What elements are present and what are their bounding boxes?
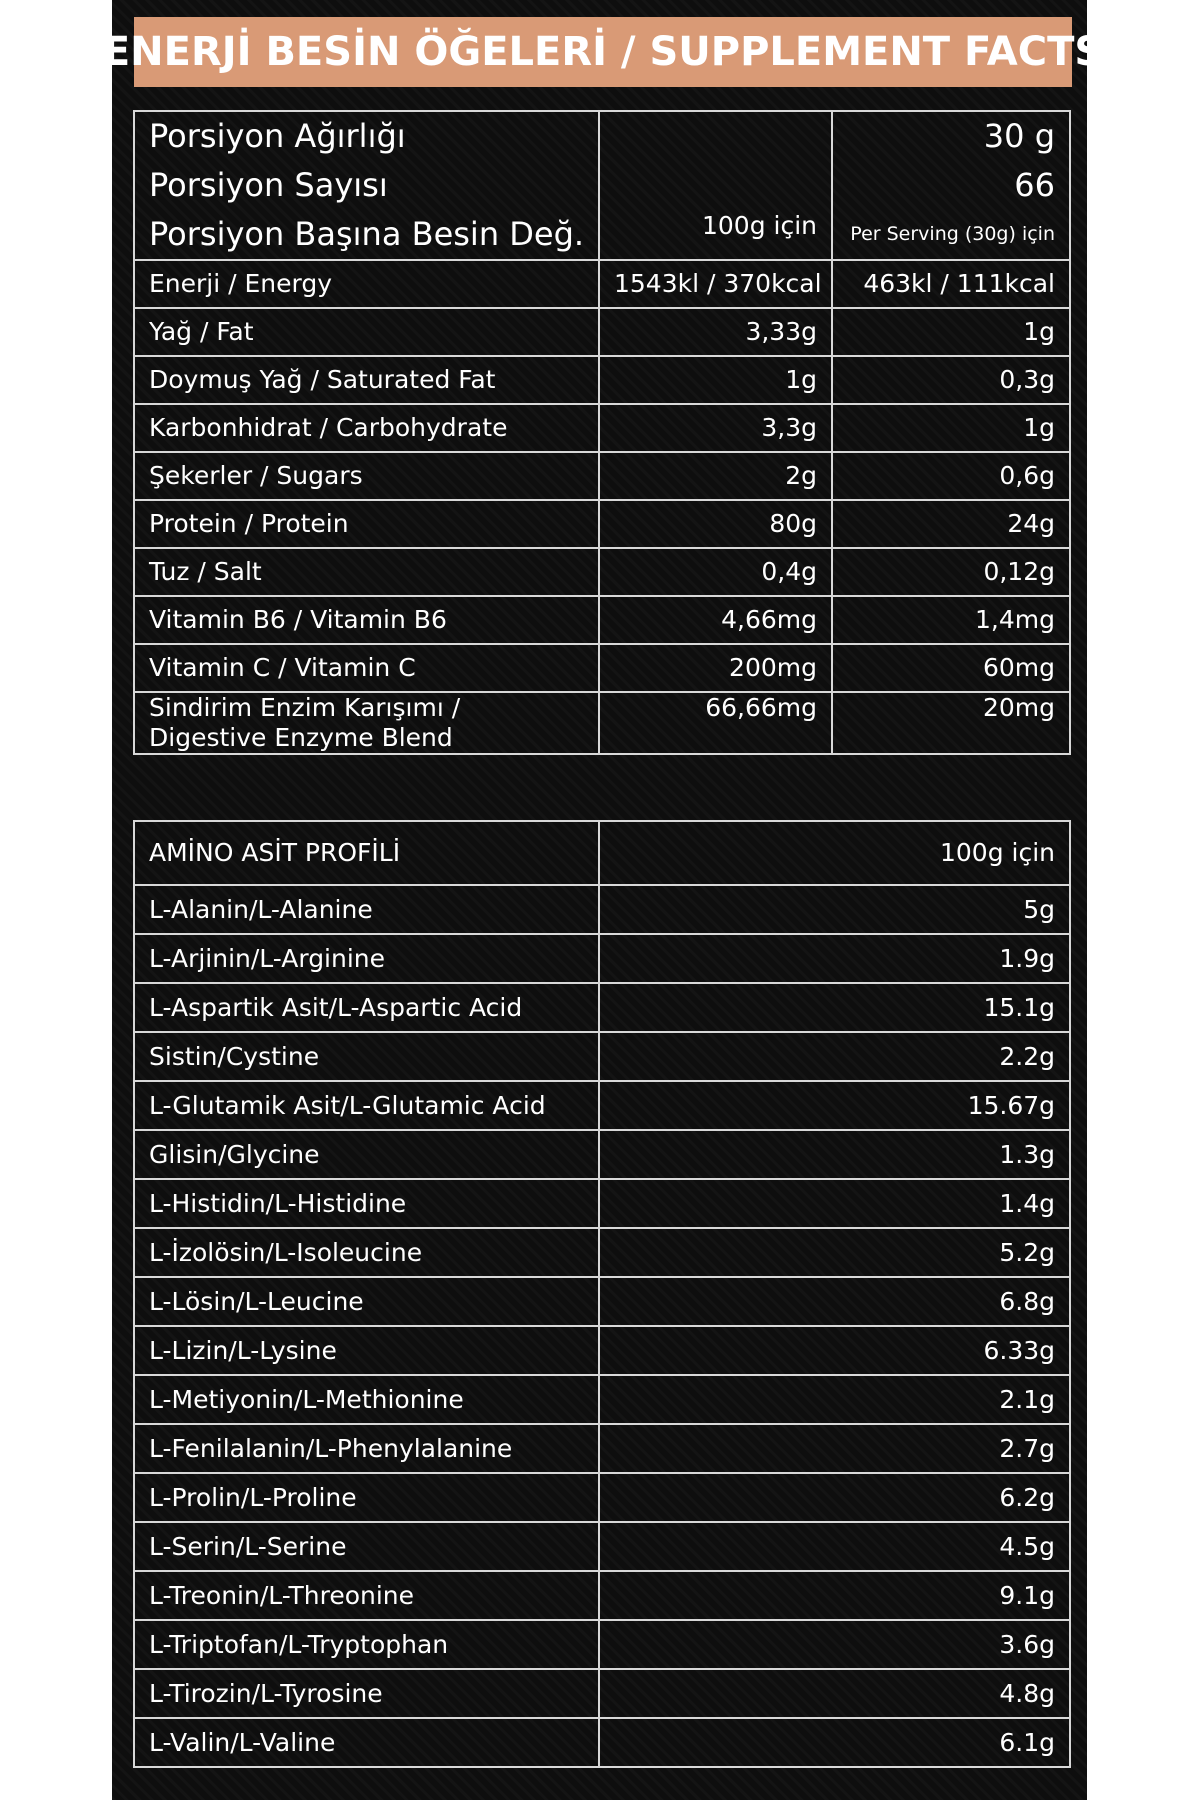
amino-acid-value: 3.6g (599, 1620, 1070, 1669)
perserving-header: Per Serving (30g) için (850, 223, 1055, 245)
amino-acid-value: 6.33g (599, 1326, 1070, 1375)
nutrient-serving-value: 0,3g (832, 356, 1070, 404)
nutrient-per100-value: 200mg (599, 644, 832, 692)
amino-acid-name: L-İzolösin/L-Isoleucine (134, 1228, 599, 1277)
nutrient-serving-value: 0,12g (832, 548, 1070, 596)
amino-acid-value: 2.7g (599, 1424, 1070, 1473)
amino-acid-name: L-Arjinin/L-Arginine (134, 934, 599, 983)
serving-basis-label: Porsiyon Başına Besin Değ. (149, 215, 585, 253)
table-row (134, 452, 1070, 500)
enzyme-name-line2: Digestive Enzyme Blend (149, 723, 453, 752)
enzyme-per100-value: 66,66mg (599, 692, 832, 754)
amino-acid-name: L-Aspartik Asit/L-Aspartic Acid (134, 983, 599, 1032)
serving-weight-label: Porsiyon Ağırlığı (149, 117, 406, 155)
table-row (134, 934, 1070, 983)
amino-acid-value: 6.8g (599, 1277, 1070, 1326)
nutrient-name: Vitamin C / Vitamin C (134, 644, 599, 692)
enzyme-name-cell (134, 692, 599, 754)
table-row (134, 1277, 1070, 1326)
table-row (134, 1522, 1070, 1571)
table-row (134, 596, 1070, 644)
nutrient-name: Şekerler / Sugars (134, 452, 599, 500)
nutrient-serving-value: 1g (832, 404, 1070, 452)
table-row (134, 1620, 1070, 1669)
nutrient-name: Vitamin B6 / Vitamin B6 (134, 596, 599, 644)
nutrient-name: Enerji / Energy (134, 260, 599, 308)
table-row (134, 404, 1070, 452)
enzyme-name-line1: Sindirim Enzim Karışımı / (149, 693, 461, 722)
table-row (134, 1032, 1070, 1081)
amino-acid-value: 15.67g (599, 1081, 1070, 1130)
amino-header-row (134, 821, 1070, 885)
amino-acid-value: 4.8g (599, 1669, 1070, 1718)
serving-labels-cell (134, 111, 599, 260)
header-bar (102, 17, 1104, 87)
amino-acid-value: 9.1g (599, 1571, 1070, 1620)
nutrient-per100-value: 0,4g (599, 548, 832, 596)
amino-acid-name: L-Alanin/L-Alanine (134, 885, 599, 934)
per100-header: 100g için (599, 111, 832, 260)
table-row (134, 500, 1070, 548)
nutrient-per100-value: 4,66mg (599, 596, 832, 644)
nutrient-serving-value: 1,4mg (832, 596, 1070, 644)
nutrient-name: Protein / Protein (134, 500, 599, 548)
amino-acid-name: L-Valin/L-Valine (134, 1718, 599, 1767)
amino-acid-value: 6.1g (599, 1718, 1070, 1767)
serving-info-row (134, 111, 1070, 260)
table-row (134, 1718, 1070, 1767)
amino-acid-value: 1.4g (599, 1179, 1070, 1228)
amino-acid-name: L-Tirozin/L-Tyrosine (134, 1669, 599, 1718)
table-row (134, 1326, 1070, 1375)
nutrient-per100-value: 3,33g (599, 308, 832, 356)
nutrient-name: Yağ / Fat (134, 308, 599, 356)
amino-acid-value: 15.1g (599, 983, 1070, 1032)
amino-acid-name: L-Prolin/L-Proline (134, 1473, 599, 1522)
table-row (134, 260, 1070, 308)
amino-acid-value: 4.5g (599, 1522, 1070, 1571)
table-row (134, 644, 1070, 692)
table-row (134, 1228, 1070, 1277)
amino-acid-table (133, 820, 1071, 1768)
amino-acid-value: 5g (599, 885, 1070, 934)
nutrient-serving-value: 0,6g (832, 452, 1070, 500)
table-row (134, 1669, 1070, 1718)
nutrient-name: Doymuş Yağ / Saturated Fat (134, 356, 599, 404)
nutrient-serving-value: 463kl / 111kcal (832, 260, 1070, 308)
amino-acid-name: L-Histidin/L-Histidine (134, 1179, 599, 1228)
serving-count-value: 66 (1014, 166, 1055, 204)
nutrient-name: Karbonhidrat / Carbohydrate (134, 404, 599, 452)
nutrition-table (133, 110, 1071, 755)
table-row (134, 356, 1070, 404)
amino-acid-value: 5.2g (599, 1228, 1070, 1277)
nutrient-per100-value: 1g (599, 356, 832, 404)
table-row (134, 1571, 1070, 1620)
serving-values-cell (832, 111, 1070, 260)
table-row (134, 1179, 1070, 1228)
amino-acid-name: L-Serin/L-Serine (134, 1522, 599, 1571)
amino-acid-name: L-Triptofan/L-Tryptophan (134, 1620, 599, 1669)
page-title: ENERJİ BESİN ÖĞELERİ / SUPPLEMENT FACTS (102, 29, 1104, 75)
amino-acid-value: 2.2g (599, 1032, 1070, 1081)
table-row (134, 1130, 1070, 1179)
table-row (134, 1473, 1070, 1522)
amino-acid-value: 2.1g (599, 1375, 1070, 1424)
nutrient-per100-value: 2g (599, 452, 832, 500)
serving-weight-value: 30 g (983, 117, 1055, 155)
table-row (134, 1375, 1070, 1424)
table-row (134, 1081, 1070, 1130)
table-row (134, 308, 1070, 356)
nutrient-name: Tuz / Salt (134, 548, 599, 596)
amino-acid-value: 1.9g (599, 934, 1070, 983)
nutrient-per100-value: 1543kl / 370kcal (599, 260, 832, 308)
amino-acid-name: L-Lösin/L-Leucine (134, 1277, 599, 1326)
amino-title: AMİNO ASİT PROFİLİ (134, 821, 599, 885)
table-row (134, 692, 1070, 754)
enzyme-serving-value: 20mg (832, 692, 1070, 754)
nutrient-serving-value: 1g (832, 308, 1070, 356)
amino-acid-name: L-Glutamik Asit/L-Glutamic Acid (134, 1081, 599, 1130)
nutrient-serving-value: 60mg (832, 644, 1070, 692)
amino-acid-name: Sistin/Cystine (134, 1032, 599, 1081)
amino-acid-name: Glisin/Glycine (134, 1130, 599, 1179)
nutrient-serving-value: 24g (832, 500, 1070, 548)
nutrient-per100-value: 3,3g (599, 404, 832, 452)
amino-acid-name: L-Treonin/L-Threonine (134, 1571, 599, 1620)
amino-acid-value: 1.3g (599, 1130, 1070, 1179)
amino-acid-name: L-Lizin/L-Lysine (134, 1326, 599, 1375)
serving-count-label: Porsiyon Sayısı (149, 166, 388, 204)
nutrient-per100-value: 80g (599, 500, 832, 548)
table-row (134, 1424, 1070, 1473)
amino-per100-header: 100g için (599, 821, 1070, 885)
amino-acid-value: 6.2g (599, 1473, 1070, 1522)
amino-acid-name: L-Fenilalanin/L-Phenylalanine (134, 1424, 599, 1473)
table-row (134, 983, 1070, 1032)
table-row (134, 885, 1070, 934)
table-row (134, 548, 1070, 596)
amino-acid-name: L-Metiyonin/L-Methionine (134, 1375, 599, 1424)
